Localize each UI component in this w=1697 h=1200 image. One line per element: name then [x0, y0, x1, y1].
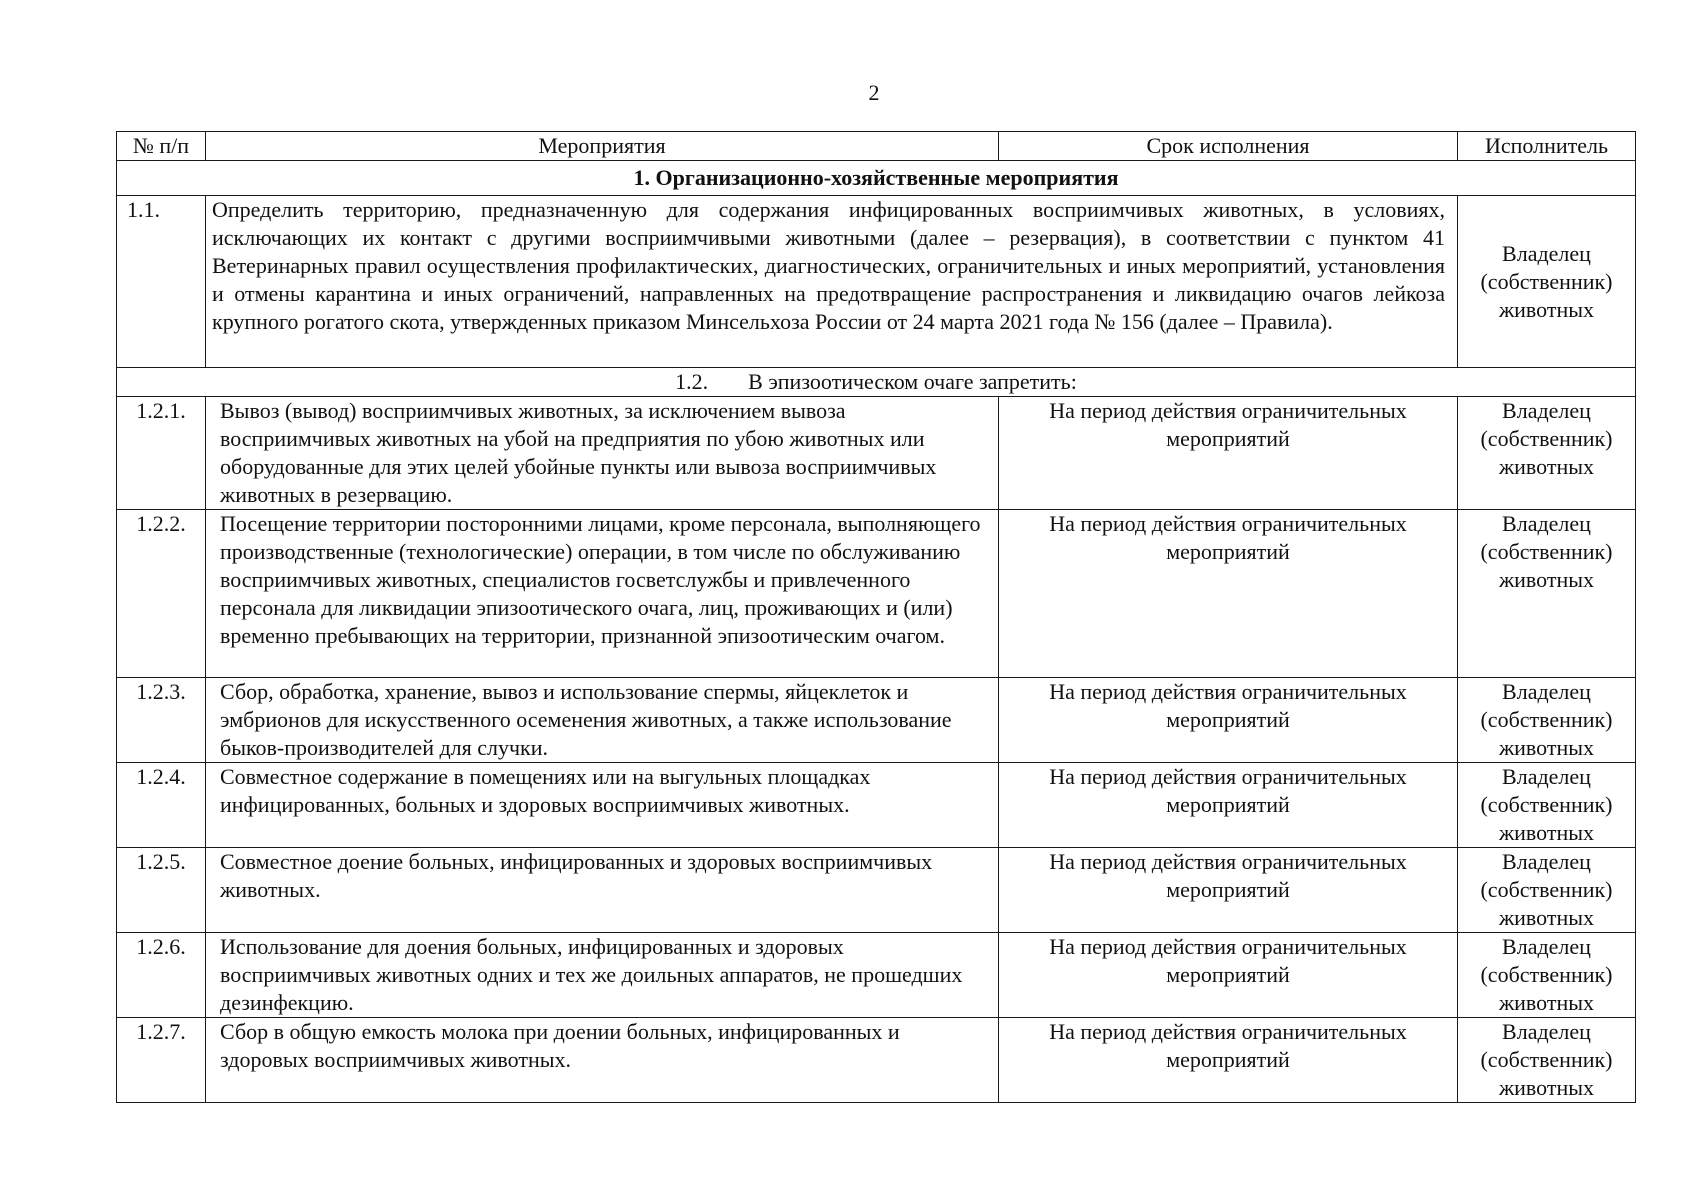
table-row	[117, 397, 1636, 510]
table-row	[117, 933, 1636, 1018]
section-title-row	[117, 161, 1636, 196]
row-text: Сбор в общую емкость молока при доении больных, инфицированных и здоровых восприимчивых животных.	[206, 1018, 999, 1103]
section-title: 1. Организационно-хозяйственные мероприятия	[117, 161, 1636, 196]
row-deadline: На период действия ограничительных мероприятий	[999, 1018, 1458, 1103]
row-text: Сбор, обработка, хранение, вывоз и использование спермы, яйцеклеток и эмбрионов для искусственного осеменения животных, а также использование быков-производителей для случки.	[206, 678, 999, 763]
subsection-title	[117, 368, 1636, 397]
row-text: Использование для доения больных, инфицированных и здоровых восприимчивых животных одних и тех же доильных аппаратов, не прошедших дезинфекцию.	[206, 933, 999, 1018]
row-text: Совместное содержание в помещениях или на выгульных площадках инфицированных, больных и здоровых восприимчивых животных.	[206, 763, 999, 848]
row-deadline: На период действия ограничительных мероприятий	[999, 510, 1458, 678]
row-text: Посещение территории посторонними лицами, кроме персонала, выполняющего производственные (технологические) операции, в том числе по обслуживанию восприимчивых животных, специалистов госветслужбы и привлеченного персонала для ликвидации эпизоотического очага, лиц, проживающих и (или) временно пребывающих на территории, признанной эпизоотическим очагом.	[206, 510, 999, 678]
row-executor: Владелец (собственник) животных	[1458, 510, 1636, 678]
row-executor: Владелец (собственник) животных	[1458, 196, 1636, 368]
row-num-text: 1.1.	[127, 197, 160, 222]
subsection-title-row	[117, 368, 1636, 397]
header-executor: Исполнитель	[1458, 132, 1636, 161]
table-row	[117, 510, 1636, 678]
row-text: Совместное доение больных, инфицированных и здоровых восприимчивых животных.	[206, 848, 999, 933]
row-num: 1.2.4.	[117, 763, 206, 848]
row-executor: Владелец (собственник) животных	[1458, 933, 1636, 1018]
row-num	[117, 196, 206, 368]
row-executor: Владелец (собственник) животных	[1458, 848, 1636, 933]
row-deadline: На период действия ограничительных мероприятий	[999, 763, 1458, 848]
row-num: 1.2.2.	[117, 510, 206, 678]
row-executor: Владелец (собственник) животных	[1458, 763, 1636, 848]
row-text: Вывоз (вывод) восприимчивых животных, за исключением вывоза восприимчивых животных на убой на предприятия по убою животных или оборудованные для этих целей убойные пункты или вывоза восприимчивых животных в резервацию.	[206, 397, 999, 510]
row-deadline: На период действия ограничительных мероприятий	[999, 397, 1458, 510]
row-executor: Владелец (собственник) животных	[1458, 1018, 1636, 1103]
table-header-row	[117, 132, 1636, 161]
row-deadline: На период действия ограничительных мероприятий	[999, 678, 1458, 763]
table-row	[117, 1018, 1636, 1103]
subsection-text: В эпизоотическом очаге запретить:	[748, 369, 1077, 394]
row-num: 1.2.6.	[117, 933, 206, 1018]
header-measures: Мероприятия	[206, 132, 999, 161]
row-text: Определить территорию, предназначенную для содержания инфицированных восприимчивых животных, в условиях, исключающих их контакт с другими восприимчивыми животными (далее – резервация), в соответствии с пунктом 41 Ветеринарных правил осуществления профилактических, диагностических, ограничительных и иных мероприятий, установления и отмены карантина и иных ограничений, направленных на предотвращение распространения и ликвидацию очагов лейкоза крупного рогатого скота, утвержденных приказом Минсельхоза России от 24 марта 2021 года № 156 (далее – Правила).	[206, 196, 1458, 368]
table-row	[117, 196, 1636, 368]
row-num: 1.2.5.	[117, 848, 206, 933]
table-row	[117, 763, 1636, 848]
row-executor: Владелец (собственник) животных	[1458, 678, 1636, 763]
measures-table	[116, 131, 1636, 1103]
header-deadline: Срок исполнения	[999, 132, 1458, 161]
row-deadline: На период действия ограничительных мероприятий	[999, 933, 1458, 1018]
row-num: 1.2.1.	[117, 397, 206, 510]
subsection-num: 1.2.	[675, 369, 709, 394]
header-num: № п/п	[117, 132, 206, 161]
page-number: 2	[868, 80, 880, 105]
table-row	[117, 678, 1636, 763]
row-num: 1.2.7.	[117, 1018, 206, 1103]
row-executor: Владелец (собственник) животных	[1458, 397, 1636, 510]
row-num: 1.2.3.	[117, 678, 206, 763]
table-row	[117, 848, 1636, 933]
row-deadline: На период действия ограничительных мероприятий	[999, 848, 1458, 933]
